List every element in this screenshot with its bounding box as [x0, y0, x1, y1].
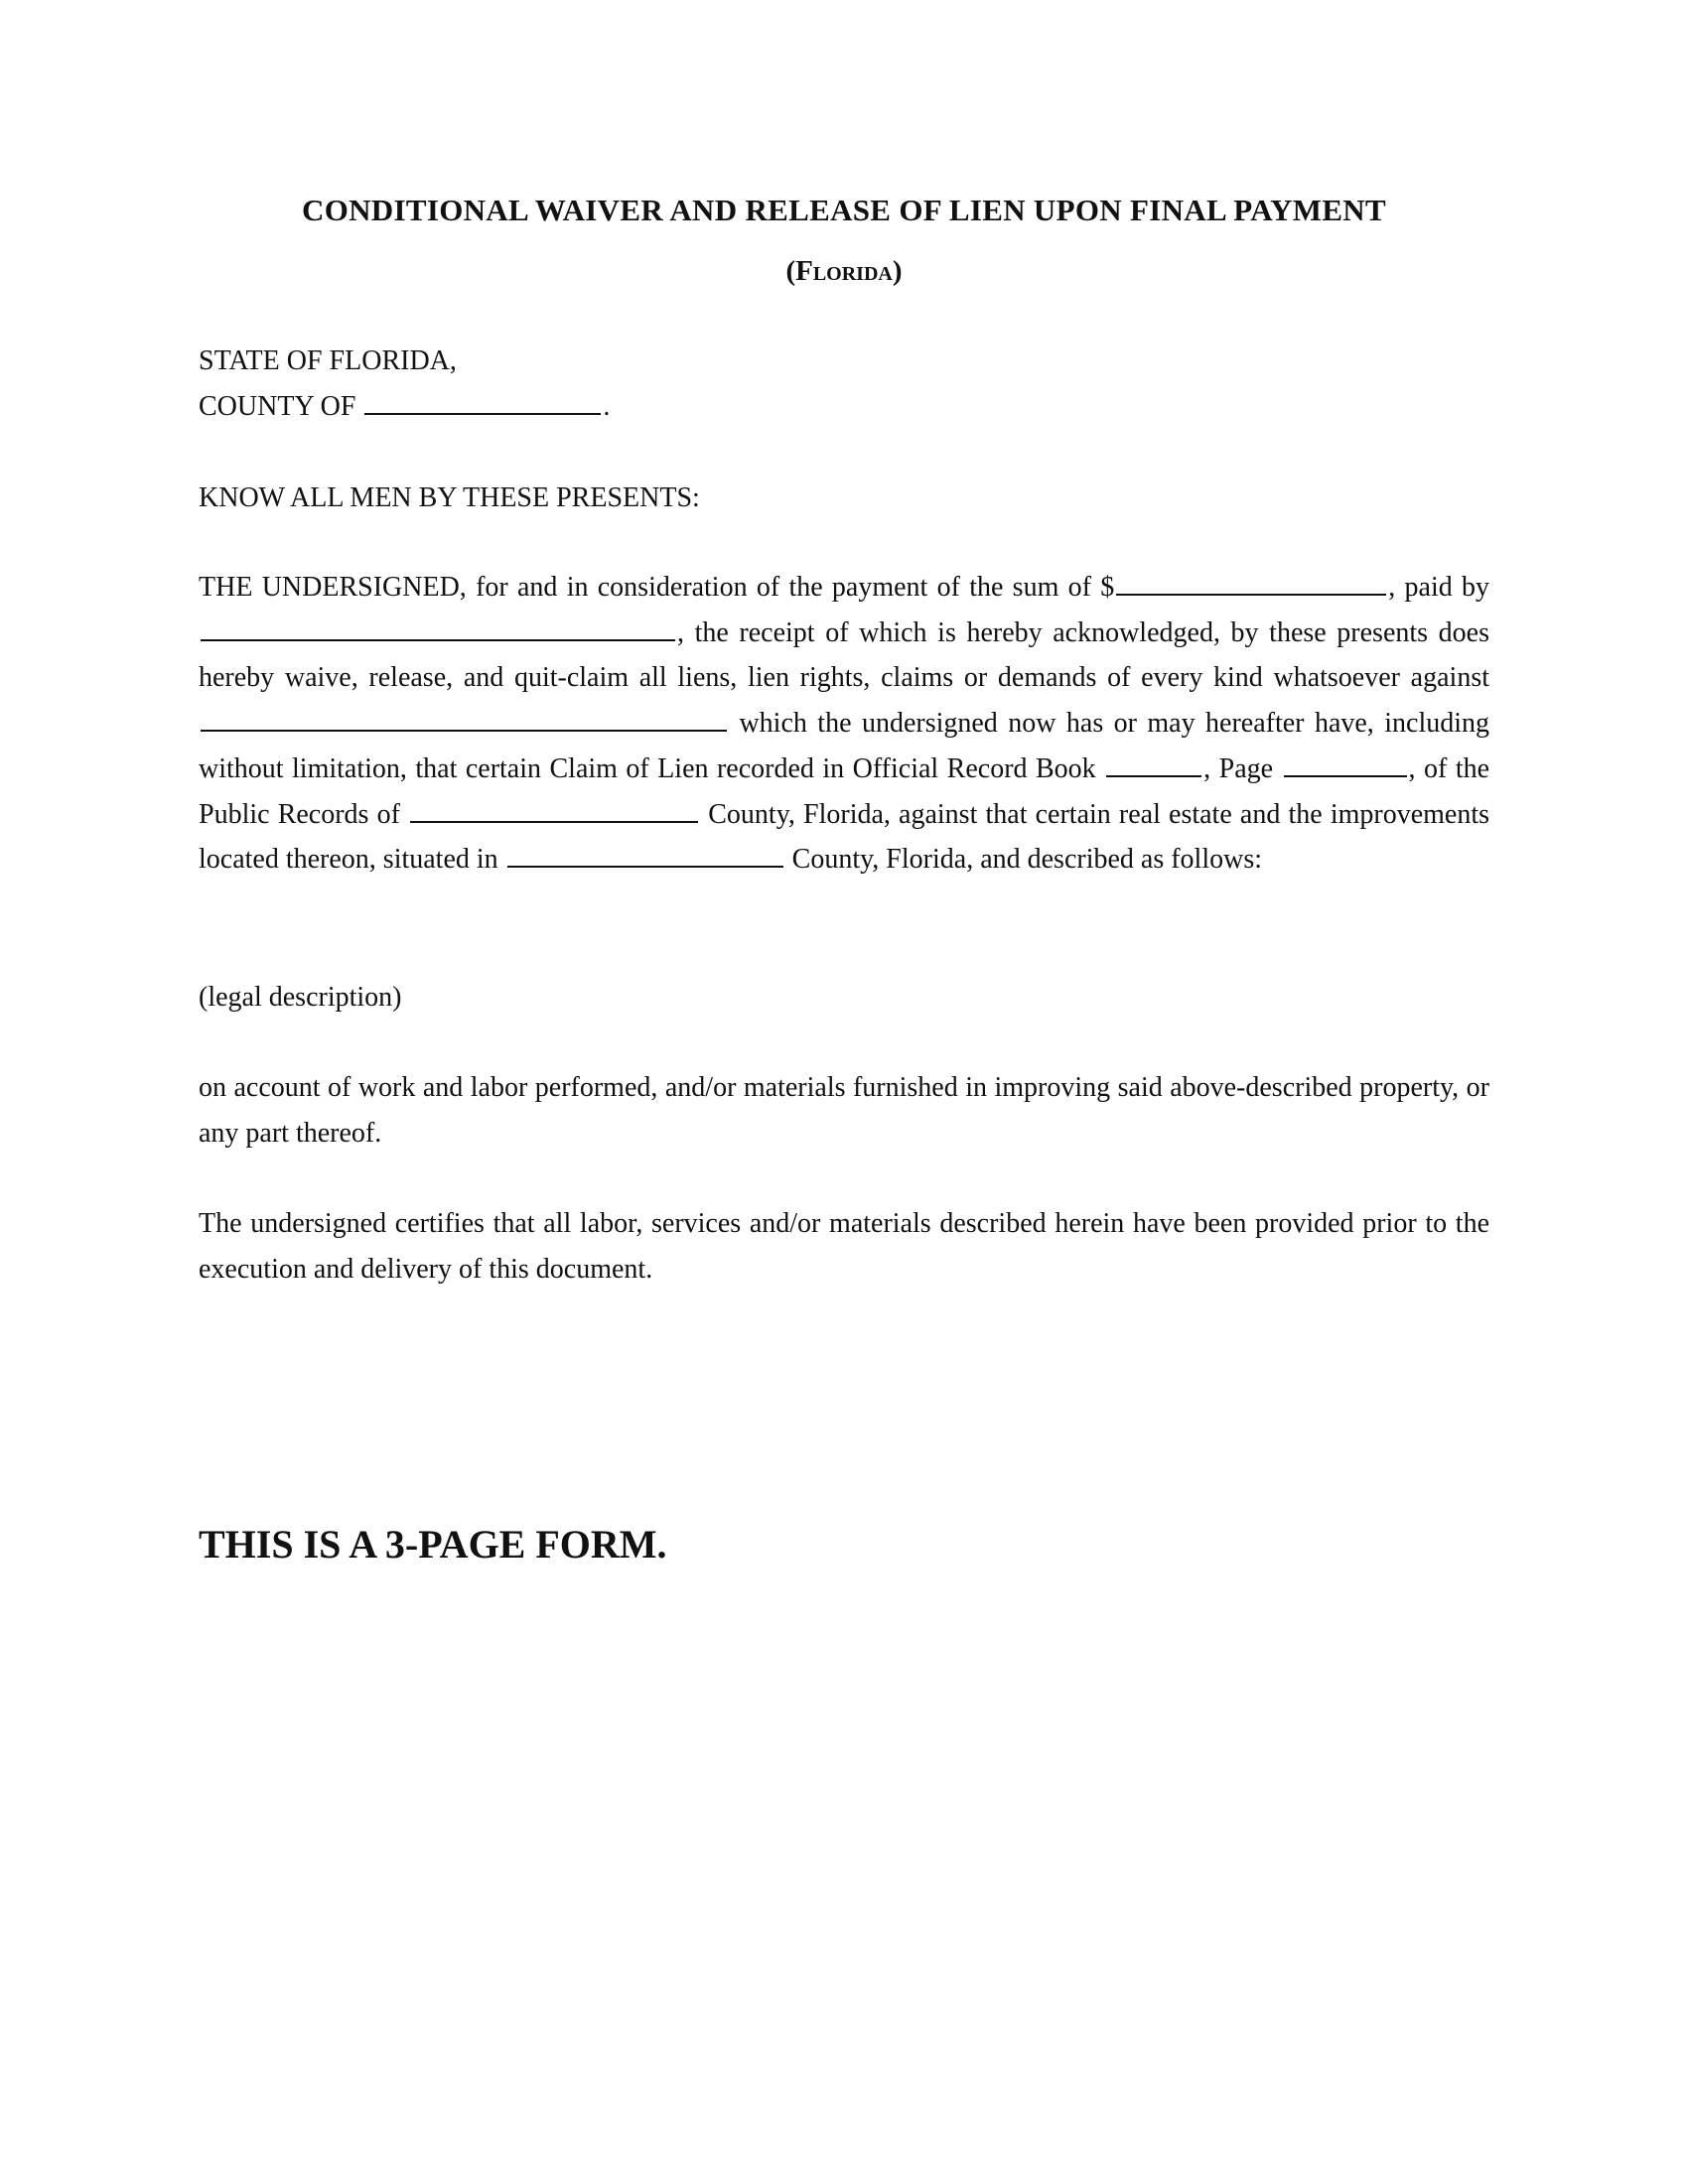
county-label: COUNTY OF: [199, 390, 356, 422]
document-subtitle: [0, 255, 1688, 288]
main-paragraph: [199, 565, 1489, 883]
certification-paragraph: The undersigned certifies that all labor, services and/or materials described herein have been provided prior to the execution and delivery of this document.: [199, 1208, 1489, 1285]
page-count-notice: THIS IS A 3-PAGE FORM.: [199, 1522, 667, 1567]
county-blank[interactable]: [364, 412, 601, 415]
main-text-7: , of the Public Records of: [199, 752, 1490, 830]
venue-block: [199, 339, 1489, 429]
main-text-8: County, Florida, against that certain real estate and the improvements located thereon, situated in: [199, 798, 1490, 876]
main-text-2: ,: [1388, 572, 1396, 603]
state-line: STATE OF FLORIDA,: [199, 345, 457, 376]
intro-line: KNOW ALL MEN BY THESE PRESENTS:: [199, 482, 700, 513]
records-county-blank[interactable]: [410, 820, 698, 823]
legal-description: (legal description): [199, 982, 402, 1013]
main-text-3: paid by: [1404, 572, 1489, 603]
county-end: .: [603, 390, 611, 422]
owner-blank[interactable]: [201, 729, 727, 732]
sum-blank[interactable]: [1116, 593, 1386, 596]
subtitle-text: (Florida): [785, 255, 903, 287]
main-text-6: , Page: [1203, 752, 1274, 784]
main-text-4: , the receipt of which is hereby acknowledged, by these presents does hereby waive, release, and quit-claim all liens, lien rights, claims or demands of every kind whatsoever against: [199, 616, 1489, 694]
main-text-1: THE UNDERSIGNED, for and in consideration of the payment of the sum of $: [199, 572, 1115, 603]
main-text-5: which the undersigned now has or may hereafter have, including without limitation, that certain Claim of Lien recorded in Official Record Book: [199, 708, 1489, 784]
payer-blank[interactable]: [201, 638, 675, 641]
property-county-blank[interactable]: [507, 865, 783, 868]
account-paragraph: on account of work and labor performed, and/or materials furnished in improving said above-described property, or any part thereof.: [199, 1072, 1489, 1149]
main-text-9: County, Florida, and described as follows:: [791, 844, 1263, 876]
page-blank[interactable]: [1284, 774, 1407, 777]
record-book-blank[interactable]: [1106, 774, 1201, 777]
document-title: CONDITIONAL WAIVER AND RELEASE OF LIEN UPON FINAL PAYMENT: [302, 193, 1386, 227]
